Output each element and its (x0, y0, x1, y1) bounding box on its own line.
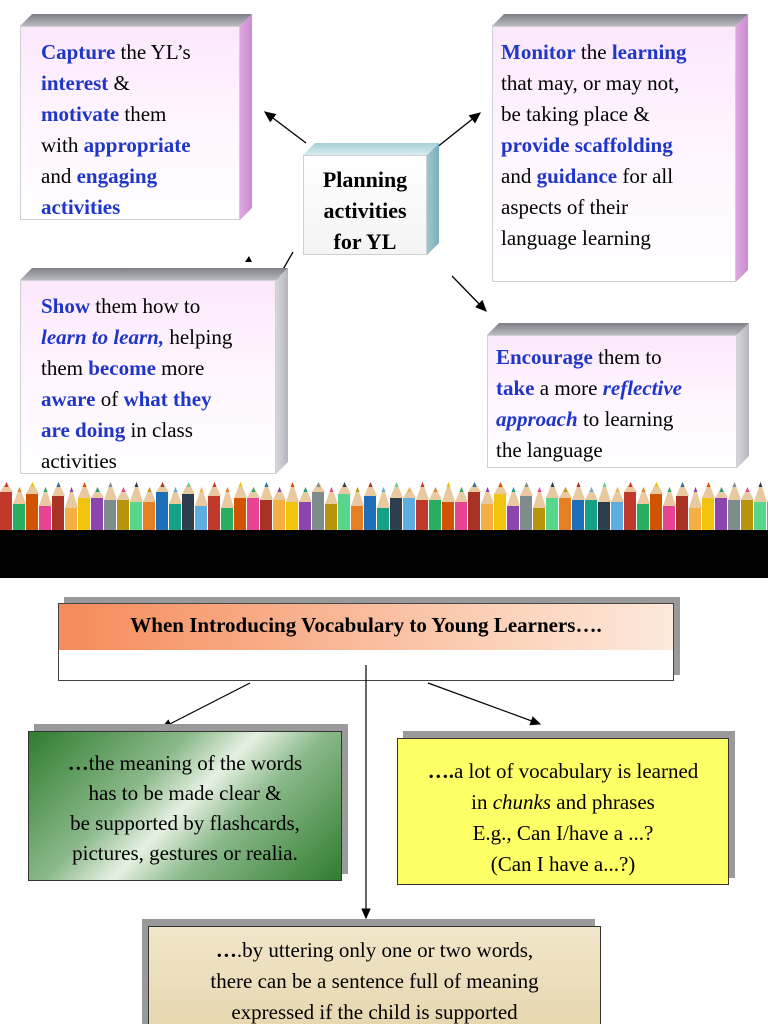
box-encourage-reflective: Encourage them to take a more reflective approach to learning the language (487, 323, 749, 468)
chunks-phrases-box: ….a lot of vocabulary is learned in chunks and phrases E.g., Can I/have a ...? (Can I have a...?) (397, 738, 729, 885)
slide-bottom-band (0, 530, 768, 578)
box-monitor-learning: Monitor the learning that may, or may not, be taking place & provide scaffolding and guidance for all aspects of their language learning (492, 14, 748, 282)
meaning-clear-box: …the meaning of the words has to be made clear & be supported by flashcards, pictures, gestures or realia. (28, 731, 342, 881)
one-two-words-box: ….by uttering only one or two words, there can be a sentence full of meaning expressed if the child is supported (148, 926, 601, 1024)
box-capture-interest: Capture the YL’s interest & motivate them with appropriate and engaging activities (20, 14, 252, 220)
slide-title: When Introducing Vocabulary to Young Learners…. (130, 613, 602, 637)
box-show-learn-to-learn: Show them how to learn to learn, helping them become more aware of what they are doing in class activities (20, 268, 288, 474)
center-line1: Planning (322, 167, 408, 192)
colored-pencils-image (0, 470, 768, 532)
box-planning-activities: Planning activities for YL (303, 143, 439, 255)
slide-introducing-vocabulary (0, 578, 768, 1024)
kw-capture: Capture (41, 40, 116, 64)
